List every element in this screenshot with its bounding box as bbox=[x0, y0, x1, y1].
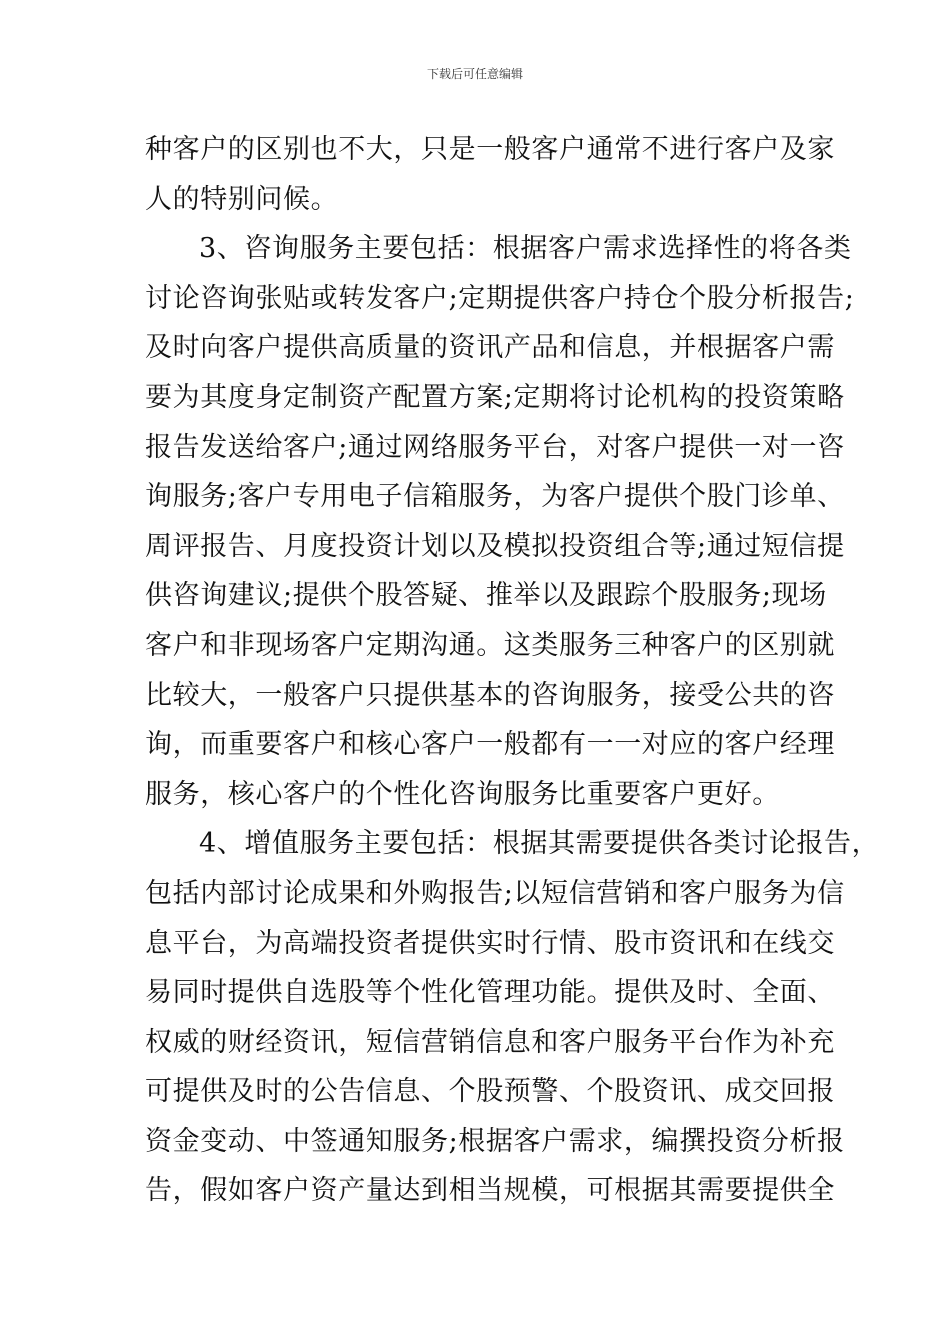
text-line: 包括内部讨论成果和外购报告;以短信营销和客户服务为信 bbox=[145, 877, 845, 909]
text-line: 询，而重要客户和核心客户一般都有一一对应的客户经理 bbox=[145, 729, 835, 761]
text-line: 讨论咨询张贴或转发客户;定期提供客户持仓个股分析报告; bbox=[145, 282, 855, 314]
text-line: 供咨询建议;提供个股答疑、推举以及跟踪个股服务;现场 bbox=[145, 580, 827, 612]
paragraph-start-line: 3、咨询服务主要包括：根据客户需求选择性的将各类 bbox=[199, 233, 852, 265]
text-line: 资金变动、中签通知服务;根据客户需求，编撰投资分析报 bbox=[145, 1125, 845, 1157]
text-line: 周评报告、月度投资计划以及模拟投资组合等;通过短信提 bbox=[145, 530, 845, 562]
text-line: 易同时提供自选股等个性化管理功能。提供及时、全面、 bbox=[145, 977, 835, 1009]
text-line: 人的特别问候。 bbox=[145, 183, 339, 215]
paragraph-start-line: 4、增值服务主要包括：根据其需要提供各类讨论报告， bbox=[199, 828, 880, 860]
text-line: 询服务;客户专用电子信箱服务，为客户提供个股门诊单、 bbox=[145, 481, 845, 513]
text-line: 权威的财经资讯，短信营销信息和客户服务平台作为补充 bbox=[145, 1026, 835, 1058]
text-line: 服务，核心客户的个性化咨询服务比重要客户更好。 bbox=[145, 778, 780, 810]
document-body bbox=[145, 125, 880, 1216]
text-line: 告，假如客户资产量达到相当规模，可根据其需要提供全 bbox=[145, 1175, 835, 1207]
page-header-caption: 下载后可任意编辑 bbox=[426, 67, 523, 81]
text-line: 报告发送给客户;通过网络服务平台，对客户提供一对一咨 bbox=[145, 431, 845, 463]
text-line: 比较大，一般客户只提供基本的咨询服务，接受公共的咨 bbox=[145, 679, 835, 711]
text-line: 及时向客户提供高质量的资讯产品和信息，并根据客户需 bbox=[145, 332, 835, 364]
text-line: 息平台，为高端投资者提供实时行情、股市资讯和在线交 bbox=[145, 927, 835, 959]
text-line: 要为其度身定制资产配置方案;定期将讨论机构的投资策略 bbox=[145, 381, 845, 413]
text-line: 种客户的区别也不大，只是一般客户通常不进行客户及家 bbox=[145, 134, 835, 165]
text-line: 可提供及时的公告信息、个股预警、个股资讯、成交回报 bbox=[145, 1076, 835, 1108]
text-line: 客户和非现场客户定期沟通。这类服务三种客户的区别就 bbox=[145, 629, 835, 661]
